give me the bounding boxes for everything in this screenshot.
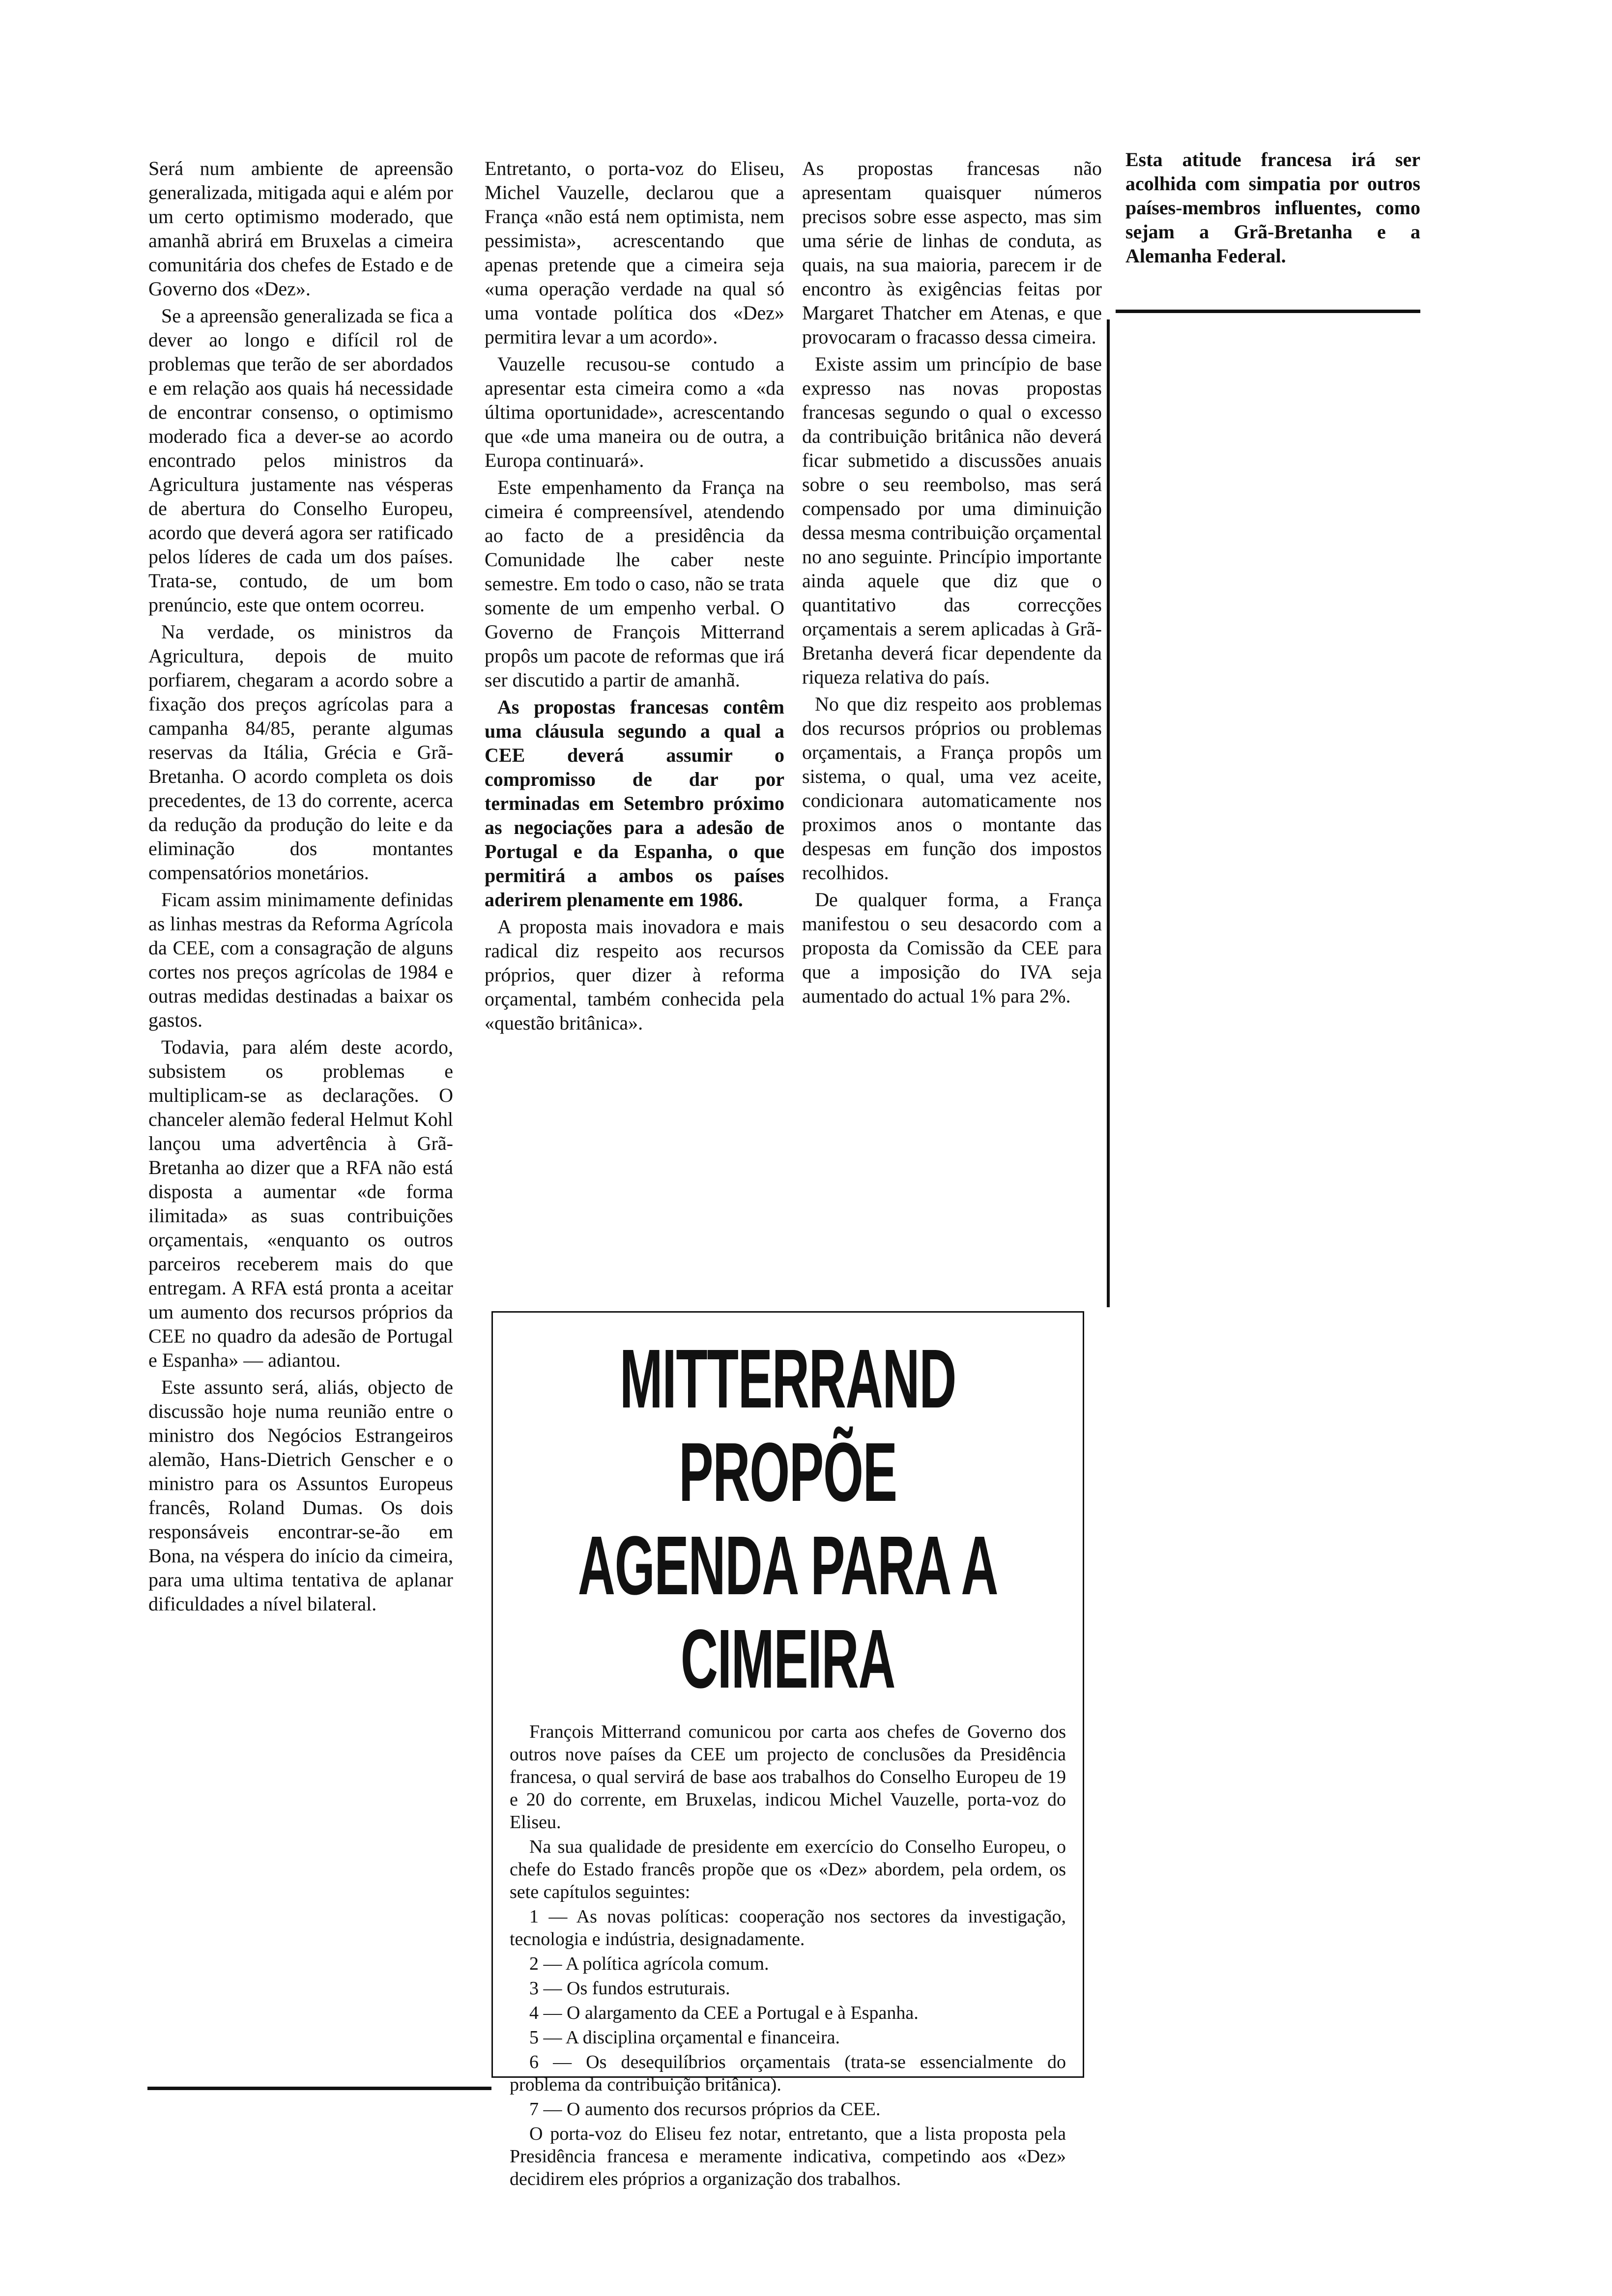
- paragraph: Existe assim um princípio de base expresso nas novas propostas francesas segundo o qual o excesso da contribuição britânica não deverá ficar submetido a discussões anuais sobre o seu reembolso, mas será compensado por uma diminuição dessa mesma contribuição orçamental no ano seguinte. Princípio importante ainda aquele que diz que o quantitativo das correcções orçamentais a serem aplicadas à Grã-Bretanha deverá ficar dependente da riqueza relativa do país.: [802, 353, 1102, 688]
- article-column-2: [485, 156, 784, 1038]
- paragraph: Ficam assim minimamente definidas as linhas mestras da Reforma Agrícola da CEE, com a consagração de alguns cortes nos preços agrícolas de 1984 e outras medidas destinadas a baixar os gastos.: [148, 889, 453, 1031]
- article-column-1: [148, 156, 453, 1619]
- bottom-rule-left: [147, 2087, 491, 2090]
- agenda-item: 4 — O alargamento da CEE a Portugal e à Espanha.: [529, 2003, 919, 2023]
- paragraph: No que diz respeito aos problemas dos recursos próprios ou problemas orçamentais, a França propôs um sistema, o qual, uma vez aceite, condicionara automaticamente nos proximos anos o montante das despesas em função dos impostos recolhidos.: [802, 693, 1102, 884]
- agenda-item: 3 — Os fundos estruturais.: [529, 1978, 730, 1999]
- paragraph: A proposta mais inovadora e mais radical diz respeito aos recursos próprios, quer dizer à reforma orçamental, também conhecida pela «questão britânica».: [485, 916, 784, 1034]
- paragraph: As propostas francesas não apresentam quaisquer números precisos sobre esse aspecto, mas sim uma série de linhas de conduta, as quais, na sua maioria, parecem ir de encontro às exigências feitas por Margaret Thatcher em Atenas, e que provocaram o fracasso dessa cimeira.: [802, 157, 1102, 348]
- paragraph: Este empenhamento da França na cimeira é compreensível, atendendo ao facto de a presidência da Comunidade lhe caber neste semestre. Em todo o caso, não se trata somente de um empenho verbal. O Governo de François Mitterrand propôs um pacote de reformas que irá ser discutido a partir de amanhã.: [485, 476, 784, 691]
- headline-line-1: MITTERRAND PROPÕE: [619, 1332, 956, 1519]
- agenda-item: 6 — Os desequilíbrios orçamentais (trata-se essencialmente do problema da contribuição britânica).: [510, 2052, 1066, 2095]
- agenda-item: 7 — O aumento dos recursos próprios da CEE.: [529, 2099, 881, 2120]
- paragraph: Será num ambiente de apreensão generalizada, mitigada aqui e além por um certo optimismo moderado, que amanhã abrirá em Bruxelas a cimeira comunitária dos chefes de Estado e de Governo dos «Dez».: [148, 157, 453, 300]
- paragraph: Se a apreensão generalizada se fica a dever ao longo e difícil rol de problemas que terão de ser abordados e em relação aos quais há necessidade de encontrar consenso, o optimismo moderado fica a dever-se ao acordo encontrado pelos ministros da Agricultura justamente nas vésperas de abertura do Conselho Europeu, acordo que deverá agora ser ratificado pelos líderes de cada um dos países. Trata-se, contudo, de um bom prenúncio, este que ontem ocorreu.: [148, 305, 453, 616]
- agenda-item: 5 — A disciplina orçamental e financeira.: [529, 2027, 840, 2048]
- paragraph: Entretanto, o porta-voz do Eliseu, Michel Vauzelle, declarou que a França «não está nem optimista, nem pessimista», acrescentando que apenas pretende que a cimeira seja «uma operação verdade na qual só uma vontade política dos «Dez» permitira levar a um acordo».: [485, 157, 784, 348]
- box-paragraph: O porta-voz do Eliseu fez notar, entretanto, que a lista proposta pela Presidência francesa e meramente indicativa, competindo aos «Dez» decidirem eles próprios a organização dos trabalhos.: [510, 2124, 1066, 2189]
- article-column-3: [802, 156, 1102, 1011]
- agenda-item: 2 — A política agrícola comum.: [529, 1953, 769, 1974]
- sidebar-story-box: [491, 1311, 1084, 2189]
- column-rule-right: [1107, 319, 1110, 1307]
- paragraph: Na verdade, os ministros da Agricultura, depois de muito porfiarem, chegaram a acordo sobre a fixação dos preços agrícolas para a campanha 84/85, perante algumas reservas da Itália, Grécia e Grã-Bretanha. O acordo completa os dois precedentes, de 13 do corrente, acerca da redução da produção do leite e da eliminação dos montantes compensatórios monetários.: [148, 621, 453, 884]
- agenda-item: 1 — As novas políticas: cooperação nos sectores da investigação, tecnologia e indústria, designadamente.: [510, 1906, 1066, 1950]
- box-paragraph: François Mitterrand comunicou por carta aos chefes de Governo dos outros nove países da CEE um projecto de conclusões da Presidência francesa, o qual servirá de base aos trabalhos do Conselho Europeu de 19 e 20 do corrente, em Bruxelas, indicou Michel Vauzelle, porta-voz do Eliseu.: [510, 1722, 1066, 1833]
- top-rule-right: [1116, 310, 1420, 313]
- paragraph: De qualquer forma, a França manifestou o seu desacordo com a proposta da Comissão da CEE para que a imposição do IVA seja aumentado do actual 1% para 2%.: [802, 889, 1102, 1007]
- paragraph: Todavia, para além deste acordo, subsistem os problemas e multiplicam-se as declarações. O chanceler alemão federal Helmut Kohl lançou uma advertência à Grã-Bretanha ao dizer que a RFA não está disposta a aumentar «de forma ilimitada» as suas contribuições orçamentais, «enquanto os outros parceiros receberem mais do que entregam. A RFA está pronta a aceitar um aumento dos recursos próprios da CEE no quadro da adesão de Portugal e Espanha» — adiantou.: [148, 1036, 453, 1371]
- box-headline: [518, 1332, 1058, 1706]
- paragraph: Vauzelle recusou-se contudo a apresentar esta cimeira como a «da última oportunidade», acrescentando que «de uma maneira ou de outra, a Europa continuará».: [485, 353, 784, 471]
- article-column-4: [1125, 147, 1420, 271]
- box-paragraph: Na sua qualidade de presidente em exercício do Conselho Europeu, o chefe do Estado francês propõe que os «Dez» abordem, pela ordem, os sete capítulos seguintes:: [510, 1837, 1066, 1902]
- paragraph: As propostas francesas contêm uma cláusula segundo a qual a CEE deverá assumir o compromisso de dar por terminadas em Setembro próximo as negociações para a adesão de Portugal e da Espanha, o que permitirá a ambos os países aderirem plenamente em 1986.: [485, 696, 784, 911]
- paragraph: Este assunto será, aliás, objecto de discussão hoje numa reunião entre o ministro dos Negócios Estrangeiros alemão, Hans-Dietrich Genscher e o ministro para os Assuntos Europeus francês, Roland Dumas. Os dois responsáveis encontrar-se-ão em Bona, na véspera do início da cimeira, para uma ultima tentativa de aplanar dificuldades a nível bilateral.: [148, 1376, 453, 1615]
- box-body: [510, 1721, 1066, 2190]
- headline-line-2: AGENDA PARA A CIMEIRA: [577, 1519, 998, 1706]
- paragraph: Esta atitude francesa irá ser acolhida com simpatia por outros países-membros influentes, como sejam a Grã-Bretanha e a Alemanha Federal.: [1125, 148, 1420, 267]
